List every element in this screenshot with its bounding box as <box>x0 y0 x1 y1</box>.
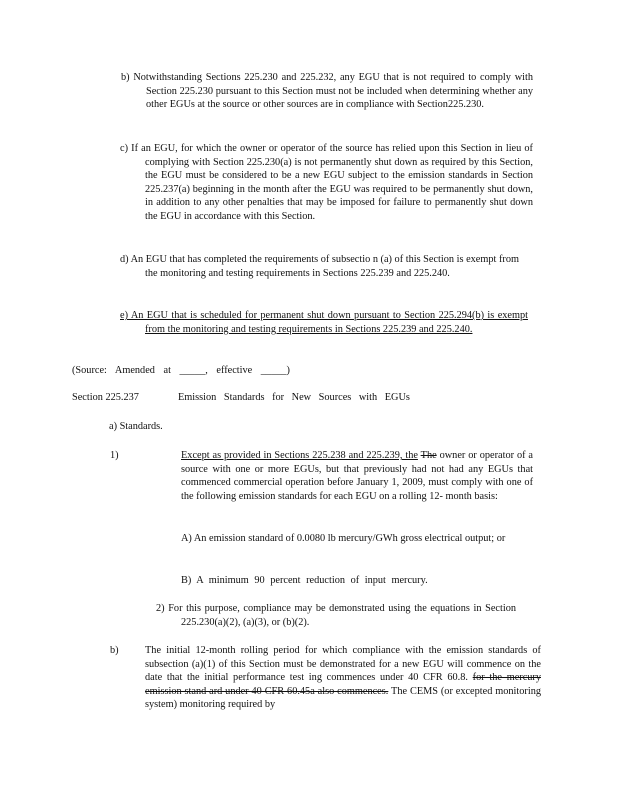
subsection-b-number: b) <box>110 645 119 656</box>
source-note: (Source: Amended at _____, effective _____) <box>72 365 290 376</box>
section-number: Section 225.237 <box>72 392 139 403</box>
item-1-body: owner or operator of a source with one or more EGUs, but that previously had not had any EGUs that commenced commercial operation before January 1, 2009, must comply with one of the following emission standards for each EGU on a rolling 12- month basis: <box>181 450 534 502</box>
subsection-b-end: The CEMS (or excepted monitoring system) monitoring required by <box>145 685 542 711</box>
subsection-a-label: a) Standards. <box>109 421 163 432</box>
item-1-text <box>181 449 533 503</box>
option-b: B) A minimum 90 percent reduction of input mercury. <box>181 575 428 586</box>
option-a: A) An emission standard of 0.0080 lb mercury/GWh gross electrical output; or <box>181 533 506 544</box>
paragraph-d: d) An EGU that has completed the requirements of subsectio n (a) of this Section is exempt from the monitoring and testing requirements in Sections 225.239 and 225.240. <box>120 254 519 279</box>
paragraph-b: b) Notwithstanding Sections 225.230 and 225.232, any EGU that is not required to comply with Section 225.230 pursuant to this Section must not be included when determining whether any other EGUs at the source or other sources are in compliance with Section225.230. <box>121 72 533 111</box>
subsection-b-start: The initial 12-month rolling period for which compliance with the emission standards of subsection (a)(1) of this Section must be demonstrated for a new EGU will commence on the date that the initial performance test ing commences under 40 CFR 60.8. <box>145 645 541 684</box>
deleted-text: for the mercury emission stand ard under 40 CFR 60.45a also commences. <box>145 672 541 697</box>
item-1-number: 1) <box>110 450 119 461</box>
paragraph-e-inserted: e) An EGU that is scheduled for permanent shut down pursuant to Section 225.294(b) is exempt from the monitoring and testing requirements in Sections 225.239 and 225.240. <box>120 310 528 335</box>
inserted-text: Except as provided in Sections 225.238 and 225.239, the <box>181 450 418 461</box>
subsection-b-text <box>145 644 541 712</box>
item-2: 2) For this purpose, compliance may be demonstrated using the equations in Section 225.230(a)(2), (a)(3), or (b)(2). <box>156 603 516 628</box>
deleted-text: The <box>420 450 437 461</box>
paragraph-c: c) If an EGU, for which the owner or operator of the source has relied upon this Section in lieu of complying with Section 225.230(a) is not permanently shut down as required by this Section, the EGU must be considered to be a new EGU subject to the emission standards in Section 225.237(a) beginning in the month after the EGU was required to be permanently shut down, in addition to any other penalties that may be imposed for failure to permanently shut down the EGU in accordance with this Section. <box>120 143 533 222</box>
section-title: Emission Standards for New Sources with EGUs <box>178 392 410 403</box>
